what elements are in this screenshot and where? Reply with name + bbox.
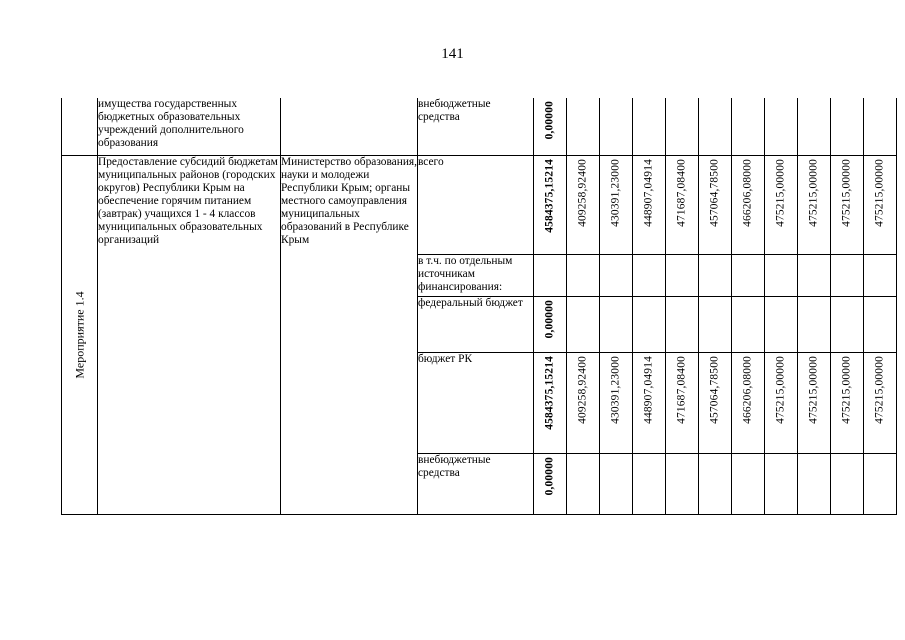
- year-value: 448907,04914: [642, 158, 655, 227]
- year-value: 430391,23000: [609, 355, 622, 424]
- year-value: 471687,08400: [675, 158, 688, 227]
- year-value: 466206,08000: [741, 355, 754, 424]
- total-value: 4584375,15214: [543, 158, 556, 233]
- year-value: 457064,78500: [708, 158, 721, 227]
- year-value: 475215,00000: [774, 158, 787, 227]
- year-value: 475215,00000: [840, 355, 853, 424]
- budget-table: [61, 98, 897, 515]
- source-label: внебюджетные средства: [418, 98, 534, 155]
- year-value: 475215,00000: [807, 355, 820, 424]
- measure-label-cell: [62, 155, 98, 514]
- year-value: 430391,23000: [609, 158, 622, 227]
- total-value: 0,00000: [543, 456, 556, 495]
- year-value: 475215,00000: [873, 355, 886, 424]
- year-value: 409258,92400: [576, 355, 589, 424]
- year-value: 466206,08000: [741, 158, 754, 227]
- measure-description: Предоставление субсидий бюджетам муниципальных районов (городских округов) Республики Крым на обеспечение горячим питанием (завтрак) учащихся 1 - 4 классов муниципальных образовательных организаций: [98, 155, 281, 514]
- executor-text: Министерство образования, науки и молодежи Республики Крым; органы местного самоуправления муниципальных образований в Республике Крым: [281, 155, 418, 514]
- year-value: 409258,92400: [576, 158, 589, 227]
- table-row-prev: [62, 98, 897, 155]
- year-value: 457064,78500: [708, 355, 721, 424]
- cell-empty: [62, 98, 98, 155]
- year-value: 471687,08400: [675, 355, 688, 424]
- prev-property-text: имущества государственных бюджетных образовательных учреждений дополнительного образования: [98, 98, 281, 155]
- year-value: 475215,00000: [873, 158, 886, 227]
- year-value: 475215,00000: [840, 158, 853, 227]
- measure-label: Мероприятие 1.4: [72, 290, 86, 379]
- source-label: бюджет РК: [418, 352, 534, 453]
- source-label: внебюджетные средства: [418, 453, 534, 514]
- year-value: 475215,00000: [774, 355, 787, 424]
- total-value: 0,00000: [543, 299, 556, 338]
- year-value: 475215,00000: [807, 158, 820, 227]
- total-value: 4584375,15214: [543, 355, 556, 430]
- source-label: в т.ч. по отдельным источникам финансирования:: [418, 254, 534, 296]
- total-cell: [534, 98, 567, 155]
- page-number: 141: [441, 46, 464, 62]
- year-value: 448907,04914: [642, 355, 655, 424]
- table-row-total: [62, 155, 897, 254]
- cell-empty: [281, 98, 418, 155]
- total-value: 0,00000: [543, 101, 556, 140]
- source-label: всего: [418, 155, 534, 254]
- source-label: федеральный бюджет: [418, 296, 534, 352]
